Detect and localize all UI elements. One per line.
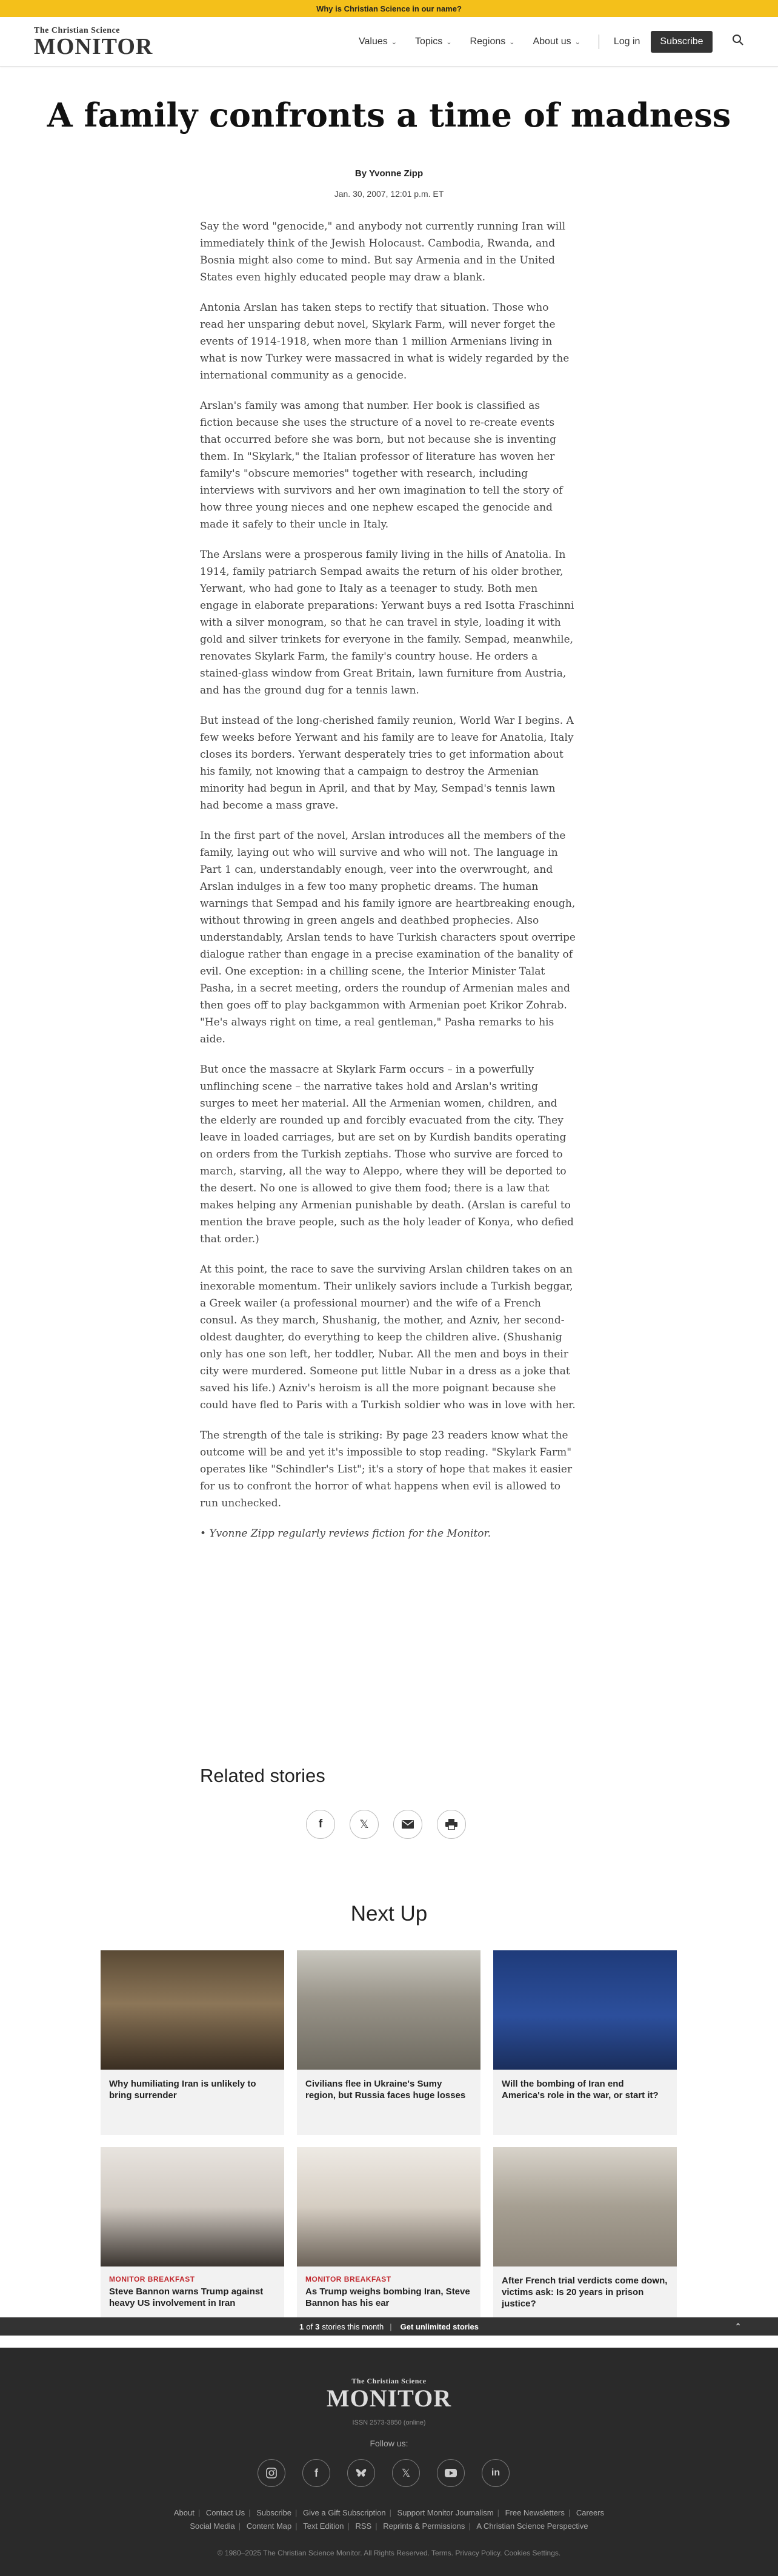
story-image[interactable] [297, 1950, 480, 2070]
story-card[interactable] [297, 2147, 480, 2332]
chevron-down-icon: ⌄ [509, 38, 515, 46]
facebook-icon[interactable]: f [302, 2459, 330, 2487]
link-separator: | [238, 2521, 241, 2531]
site-header [0, 17, 778, 67]
next-up-grid [101, 1950, 677, 2332]
story-title[interactable]: Civilians flee in Ukraine's Sumy region, but Russia faces huge losses [305, 2079, 466, 2101]
subscribe-button[interactable]: Subscribe [651, 31, 712, 53]
article-paragraph: The strength of the tale is striking: By page 23 readers know what the outcome will be and yet it's impossible to stop reading. "Skylark Farm" operates like "Schindler's List"; it's a story of hope that makes it easier for us to confront the horror of what happens when evil is allowed to run unchecked. [200, 1429, 573, 1509]
share-bar [306, 1810, 480, 1839]
story-card[interactable] [493, 1950, 677, 2135]
author-note: • Yvonne Zipp regularly reviews fiction for the Monitor. [200, 1528, 491, 1540]
logo-big: MONITOR [34, 34, 153, 59]
footer-logo-big: MONITOR [326, 2385, 452, 2412]
site-footer [0, 2348, 778, 2576]
story-card[interactable] [101, 2147, 284, 2332]
main-nav [359, 17, 744, 67]
link-separator: | [295, 2508, 298, 2517]
chevron-down-icon: ⌄ [391, 38, 397, 46]
link-separator: | [568, 2508, 571, 2517]
story-kicker: MONITOR BREAKFAST [109, 2275, 195, 2283]
story-image[interactable] [493, 2147, 677, 2266]
nav-topics-label: Topics [414, 36, 443, 47]
footer-links-row [0, 2520, 778, 2533]
article-paragraph: The Arslans were a prosperous family living in the hills of Anatolia. In 1914, family patriarch Sempad awaits the return of his older brother, Yerwant, who had gone to Italy as a teenager to study. Both men engage in elaborate preparations: Yerwant buys a red Isotta Fraschinni with a silver monogram, so that he can travel in style, loading it with gold and silver trinkets for everyone in the family. Sempad, meanwhile, renovates Skylark Farm, the family's country house. He orders a stained-glass window from Great Britain, lawn furniture from Austria, and has the ground dug for a tennis lawn. [200, 549, 574, 697]
youtube-icon[interactable] [437, 2459, 465, 2487]
article-paragraph: Antonia Arslan has taken steps to rectify that situation. Those who read her unsparing debut novel, Skylark Farm, will never forget the events of 1914-1918, when more than 1 million Armenians living in what is now Turkey were massacred in what is widely regarded by the international community as a genocide. [200, 302, 570, 382]
linkedin-icon[interactable]: in [482, 2459, 510, 2487]
top-banner[interactable] [0, 0, 778, 17]
footer-link-social[interactable]: Social Media [190, 2521, 235, 2531]
meter-of: of [306, 2322, 313, 2331]
story-card[interactable] [493, 2147, 677, 2332]
link-separator: | [375, 2521, 377, 2531]
link-separator: | [248, 2508, 251, 2517]
article-paragraph: Say the word "genocide," and anybody not currently running Iran will immediately think of the Jewish Holocaust. Cambodia, Rwanda, and Bosnia might also come to mind. But say Armenia and in the United States even highly educated people may draw a blank. [200, 220, 566, 283]
facebook-icon[interactable]: f [306, 1810, 335, 1839]
nav-regions[interactable] [470, 36, 515, 47]
story-title[interactable]: As Trump weighs bombing Iran, Steve Bannon has his ear [305, 2286, 470, 2308]
nav-regions-label: Regions [470, 36, 506, 47]
copyright-text: © 1980–2025 The Christian Science Monitor. All Rights Reserved. Terms. Privacy Policy. Cookies Settings. [217, 2549, 561, 2557]
link-separator: | [347, 2521, 350, 2531]
nav-values[interactable] [359, 36, 397, 47]
x-icon[interactable]: 𝕏 [350, 1810, 379, 1839]
link-separator: | [389, 2508, 391, 2517]
article-date: Jan. 30, 2007, 12:01 p.m. ET [334, 189, 444, 199]
footer-logo-small: The Christian Science [351, 2377, 427, 2385]
story-image[interactable] [493, 1950, 677, 2070]
nav-values-label: Values [359, 36, 388, 47]
article-paragraph: But once the massacre at Skylark Farm occurs – in a powerfully unflinching scene – the narrative takes hold and Arslan's writing surges to meet her material. All the Armenian women, children, and the elderly are rounded up and forcibly evacuated from the city. They leave in loaded carriages, but are set on by Kurdish bandits operating on orders from the Turkish zeptiahs. Those who survive are forced to march, starving, all the way to Aleppo, where they will be deported to the desert. No one is allowed to give them food; there is a law that makes helping any Armenian punishable by death. (Arslan is careful to mention the brave people, such as the holy leader of Konya, who defied that order.) [200, 1064, 574, 1245]
footer-link-gift[interactable]: Give a Gift Subscription [303, 2508, 386, 2517]
chevron-up-icon[interactable]: ⌃ [734, 2321, 742, 2331]
footer-link-support[interactable]: Support Monitor Journalism [397, 2508, 494, 2517]
footer-link-contact[interactable]: Contact Us [205, 2508, 245, 2517]
article-body [200, 218, 576, 1555]
link-separator: | [497, 2508, 499, 2517]
footer-link-subscribe[interactable]: Subscribe [256, 2508, 292, 2517]
article-paragraph: Arslan's family was among that number. Her book is classified as fiction because she uses the structure of a novel to re-create events that occurred before she was born, but not because she is inventing them. In "Skylark," the Italian professor of literature has woven her family's "obscure memories" together with research, including interviews with survivors and her own imagination to tell the story of how three young nieces and one nephew escaped the genocide and made it safely to their uncle in Italy. [200, 400, 563, 531]
article-paragraph: In the first part of the novel, Arslan introduces all the members of the family, laying out who will survive and who will not. The language in Part 1 can, understandably enough, veer into the overwrought, and Arslan indulges in a few too many prophetic dreams. The human warnings that Sempad and his family ignore are heartbreaking enough, without throwing in green angels and deathbed prophecies. Also understandably, Arslan tends to have Turkish characters spout overripe dialogue rather than engage in a precise examination of the banality of evil. One exception: in a chilling scene, the Interior Minister Talat Pasha, in a secret meeting, orders the roundup of Armenian males and then goes off to play backgammon with Armenian poet Krikor Zohrab. "He's always right on time, a real gentleman," Pasha remarks to his aide. [200, 830, 576, 1045]
footer-link-careers[interactable]: Careers [576, 2508, 605, 2517]
link-separator: | [198, 2508, 201, 2517]
instagram-icon[interactable] [258, 2459, 285, 2487]
footer-link-text-edition[interactable]: Text Edition [303, 2521, 344, 2531]
story-image[interactable] [101, 2147, 284, 2266]
next-up-heading: Next Up [350, 1902, 428, 1925]
link-separator: | [468, 2521, 471, 2531]
footer-links [0, 2506, 778, 2533]
story-title[interactable]: After French trial verdicts come down, victims ask: Is 20 years in prison justice? [502, 2276, 668, 2309]
footer-links-row [0, 2506, 778, 2520]
login-link[interactable]: Log in [613, 36, 640, 47]
meter-divider: | [390, 2322, 392, 2331]
related-stories-heading: Related stories [200, 1765, 325, 1786]
link-separator: | [295, 2521, 298, 2531]
story-kicker: MONITOR BREAKFAST [305, 2275, 391, 2283]
article-paragraph: But instead of the long-cherished family reunion, World War I begins. A few weeks before Yerwant and his family are to leave for Anatolia, Italy closes its borders. Yerwant desperately tries to get information about his family, not knowing that a campaign to destroy the Armenian minority had begun in April, and that by May, Sempad's tennis lawn had become a mass grave. [200, 715, 574, 812]
article-byline[interactable]: By Yvonne Zipp [354, 168, 424, 179]
story-title[interactable]: Will the bombing of Iran end America's role in the war, or start it? [502, 2079, 659, 2101]
issn-text: ISSN 2573-3850 (online) [352, 2419, 426, 2426]
article-title: A family confronts a time of madness [47, 96, 731, 134]
nav-topics[interactable] [415, 36, 452, 47]
follow-us-label: Follow us: [370, 2439, 408, 2448]
print-icon[interactable] [437, 1810, 466, 1839]
site-logo[interactable] [34, 25, 153, 58]
chevron-down-icon: ⌄ [574, 38, 580, 46]
footer-link-rss[interactable]: RSS [355, 2521, 372, 2531]
article-paragraph: At this point, the race to save the surviving Arslan children takes on an inexorable momentum. Their unlikely saviors include a Turkish beggar, a Greek wailer (a professional mourner) and the wife of a French consul. As they march, Shushanig, the mother, and Azniv, her second-oldest daughter, do everything to keep the children alive. (Shushanig only has one son left, her toddler, Nubar. All the men and boys in their city were murdered. Someone put little Nubar in a dress as a joke that saved his life.) Azniv's heroism is all the more poignant because she could have fled to Paris with a Turkish soldier who was in love with her. [200, 1263, 576, 1411]
footer-logo[interactable] [0, 2376, 778, 2411]
meter-text: stories this month [322, 2322, 384, 2331]
footer-link-content-map[interactable]: Content Map [246, 2521, 292, 2531]
footer-link-perspective[interactable]: A Christian Science Perspective [476, 2521, 588, 2531]
banner-text[interactable]: Why is Christian Science in our name? [316, 4, 462, 13]
footer-link-about[interactable]: About [173, 2508, 194, 2517]
bluesky-icon[interactable] [347, 2459, 375, 2487]
search-icon[interactable] [732, 34, 744, 50]
story-card[interactable] [297, 1950, 480, 2135]
story-title[interactable]: Steve Bannon warns Trump against heavy US involvement in Iran [109, 2286, 264, 2308]
email-icon[interactable] [393, 1810, 422, 1839]
article-meter-bar [0, 2317, 778, 2336]
get-unlimited-link[interactable]: Get unlimited stories [400, 2322, 479, 2331]
social-links [258, 2459, 527, 2487]
footer-link-newsletters[interactable]: Free Newsletters [505, 2508, 565, 2517]
chevron-down-icon: ⌄ [446, 38, 452, 46]
story-image[interactable] [101, 1950, 284, 2070]
meter-count: 1 [299, 2322, 304, 2331]
footer-link-reprints[interactable]: Reprints & Permissions [383, 2521, 465, 2531]
story-image[interactable] [297, 2147, 480, 2266]
nav-about-label: About us [533, 36, 571, 47]
meter-total: 3 [315, 2322, 320, 2331]
story-title[interactable]: Why humiliating Iran is unlikely to bring surrender [109, 2079, 256, 2101]
nav-about-us[interactable] [533, 36, 580, 47]
logo-small: The Christian Science [34, 26, 120, 35]
story-card[interactable] [101, 1950, 284, 2135]
x-icon[interactable]: 𝕏 [392, 2459, 420, 2487]
